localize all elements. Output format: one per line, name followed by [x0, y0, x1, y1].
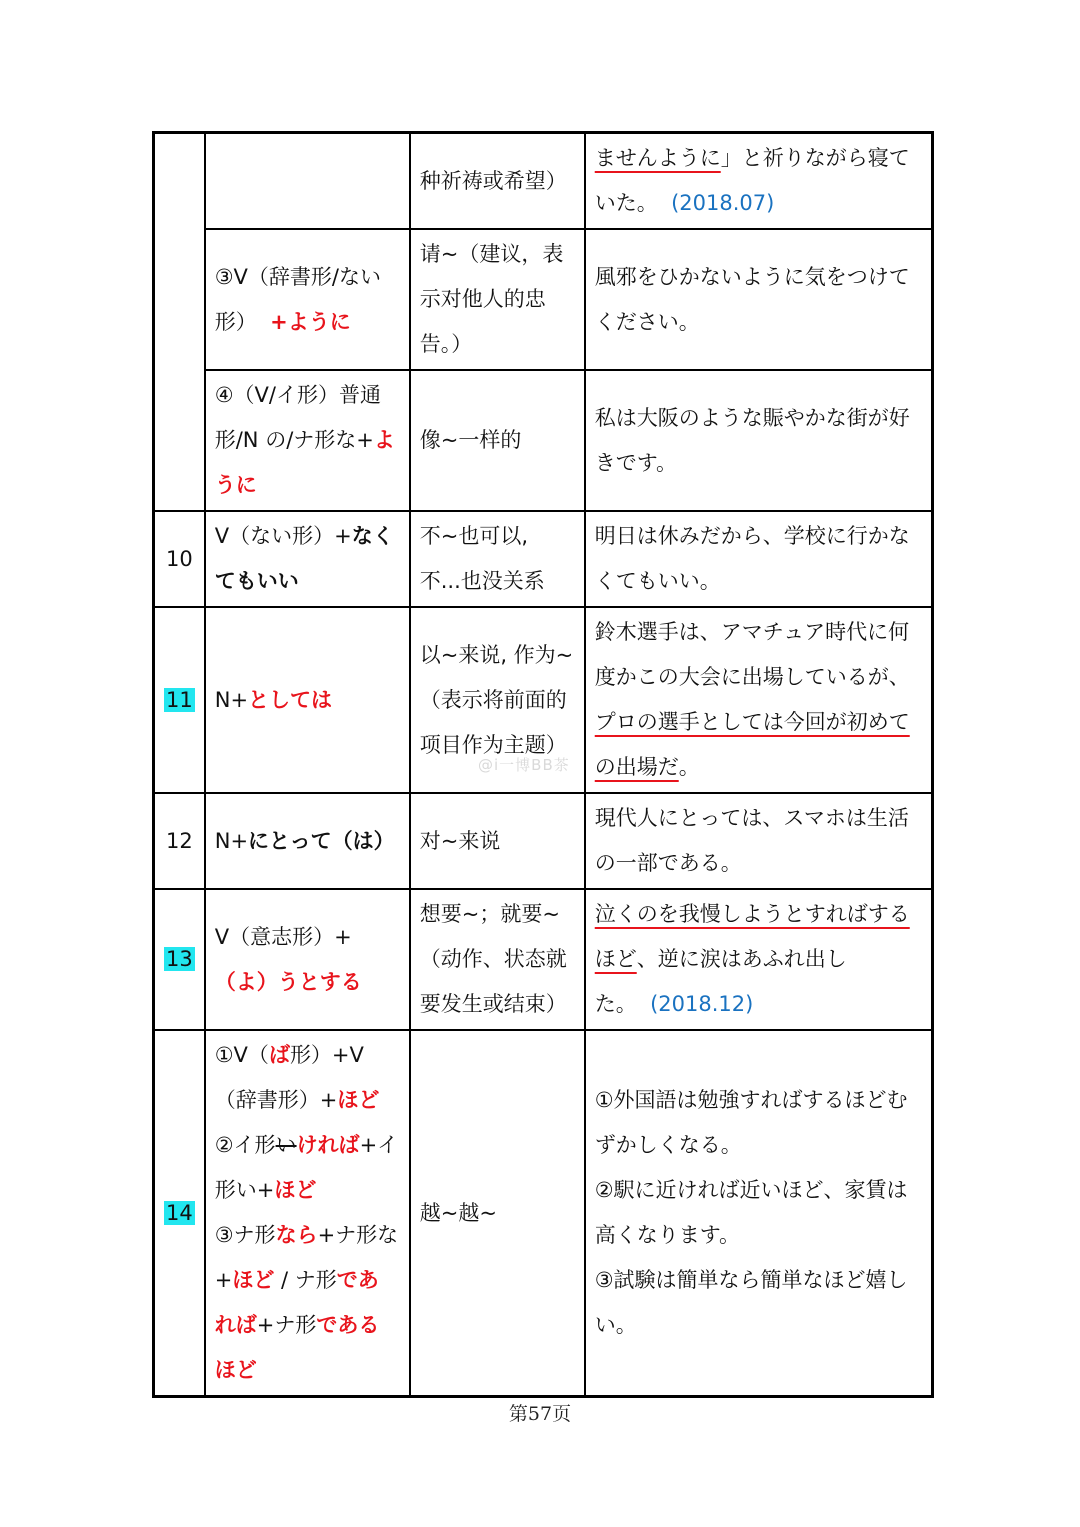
pattern-keyword: （よ）うとする: [214, 969, 362, 994]
pattern-keyword: ば: [268, 1043, 290, 1067]
pattern-text: 形）+V（辞書形）+: [214, 1043, 364, 1112]
meaning-text: 不...也没关系: [419, 569, 545, 593]
pattern-text: V（意志形）+: [214, 924, 352, 949]
meaning-text: 像~一样的: [419, 428, 522, 452]
pattern-keyword: であるほど: [214, 1313, 380, 1382]
example-cell: [585, 607, 933, 793]
watermark: @i一博BB茶: [478, 756, 570, 774]
meaning-text: 种祈祷或希望）: [419, 168, 567, 193]
pattern-keyword: ければ: [296, 1133, 360, 1157]
page-number: 第57页: [508, 1403, 572, 1425]
pattern-keyword: ほど: [337, 1088, 380, 1112]
example-text: 。: [678, 755, 700, 779]
example-text: ③試験は簡単なら簡単なほど嬉しい。: [594, 1268, 908, 1337]
row-number-cell: [154, 607, 205, 793]
example-text: 明日は休みだから、学校に行かなくてもいい。: [594, 524, 910, 593]
pattern-cell: [205, 1030, 410, 1397]
row-number: 12: [166, 828, 193, 853]
example-text: 風邪をひかないように気をつけてください。: [594, 264, 910, 334]
pattern-keyword: ほど: [232, 1268, 275, 1292]
example-underlined-text: ませんように: [594, 146, 721, 170]
row-number: 10: [166, 546, 193, 571]
table-row: [154, 133, 933, 230]
example-text: 、逆に涙はあふれ出した。: [594, 947, 847, 1016]
pattern-cell: [205, 229, 410, 370]
meaning-cell: [410, 133, 585, 230]
pattern-text: N+: [214, 828, 249, 853]
pattern-keyword: としては: [248, 687, 333, 712]
pattern-text: +ナ形な +: [214, 1223, 399, 1292]
meaning-cell: [410, 370, 585, 511]
table-row: [154, 793, 933, 889]
pattern-cell: [205, 889, 410, 1030]
table-row: [154, 229, 933, 370]
pattern-text: N+: [214, 687, 249, 712]
pattern-cell: [205, 370, 410, 511]
meaning-cell: [410, 889, 585, 1030]
row-number-cell: [154, 511, 205, 607]
pattern-text: V（ない形）+: [214, 524, 352, 548]
meaning-text: 不~也可以,: [419, 524, 529, 548]
exam-date: (2018.07): [671, 191, 775, 215]
example-underlined-text: プロの選手としては今回が初めての出場だ: [594, 710, 910, 779]
example-text: ②駅に近ければ近いほど、家賃は高くなります。: [594, 1178, 908, 1247]
pattern-keyword: +ように: [270, 309, 351, 334]
example-text: 現代人にとっては、スマホは生活の一部である。: [594, 806, 909, 875]
exam-date: (2018.12): [650, 992, 754, 1016]
example-cell: [585, 229, 933, 370]
pattern-text: / ナ形: [274, 1268, 337, 1292]
meaning-text: 对~来说: [419, 828, 501, 853]
example-underlined-text: 泣くのを我慢しようとすればするほど: [594, 902, 910, 971]
pattern-keyword: であれば: [214, 1268, 379, 1337]
pattern-cell: [205, 607, 410, 793]
example-cell: [585, 1030, 933, 1397]
example-cell: [585, 793, 933, 889]
pattern-text: ③V（辞書形/ない形）: [214, 264, 382, 334]
pattern-text: ③ナ形: [214, 1223, 276, 1247]
pattern-text: ②イ形: [214, 1133, 276, 1157]
pattern-text: +イ形い+: [214, 1133, 399, 1202]
pattern-text: +ナ形: [256, 1313, 317, 1337]
table-row: [154, 1030, 933, 1397]
meaning-text: 越~越~: [419, 1200, 497, 1225]
pattern-cell: [205, 133, 410, 230]
table-row: [154, 370, 933, 511]
pattern-struck-text: い: [275, 1133, 297, 1157]
example-cell: [585, 133, 933, 230]
pattern-text: ④（V/イ形）普通形/N の/ナ形な+: [214, 383, 382, 452]
meaning-cell: [410, 793, 585, 889]
meaning-text: 以~来说, 作为~（表示将前面的项目作为主题）: [419, 642, 574, 757]
row-number-cell: [154, 133, 205, 512]
pattern-keyword: なら: [275, 1223, 318, 1247]
row-number-highlighted: 13: [166, 947, 193, 971]
example-text: いた。: [594, 191, 658, 215]
example-cell: [585, 511, 933, 607]
meaning-cell: [410, 511, 585, 607]
row-number-highlighted: 14: [166, 1200, 193, 1225]
pattern-cell: [205, 511, 410, 607]
row-number-highlighted: 11: [166, 687, 193, 712]
row-number-cell: [154, 1030, 205, 1397]
table-row: [154, 889, 933, 1030]
meaning-cell: [410, 229, 585, 370]
pattern-keyword: ほど: [274, 1178, 317, 1202]
example-text: 」と祈りながら寝て: [720, 146, 910, 170]
example-text: 鈴木選手は、アマチュア時代に何度かこの大会に出場しているが、: [594, 620, 910, 689]
row-number-cell: [154, 793, 205, 889]
example-cell: [585, 889, 933, 1030]
meaning-text: 请~（建议，表示对他人的忠告。）: [419, 242, 564, 356]
table-row: [154, 511, 933, 607]
meaning-cell: [410, 1030, 585, 1397]
meaning-text: 想要~；就要~（动作、状态就要发生或结束）: [419, 902, 567, 1016]
example-cell: [585, 370, 933, 511]
pattern-keyword: にとって（は）: [248, 828, 395, 853]
pattern-keyword: ように: [214, 428, 395, 497]
pattern-keyword: なくてもいい: [214, 524, 394, 593]
example-text: ①外国語は勉強すればするほどむずかしくなる。: [594, 1088, 908, 1157]
pattern-cell: [205, 793, 410, 889]
pattern-text: ①V（: [214, 1043, 269, 1067]
example-text: 私は大阪のような賑やかな街が好きです。: [594, 405, 910, 475]
row-number-cell: [154, 889, 205, 1030]
